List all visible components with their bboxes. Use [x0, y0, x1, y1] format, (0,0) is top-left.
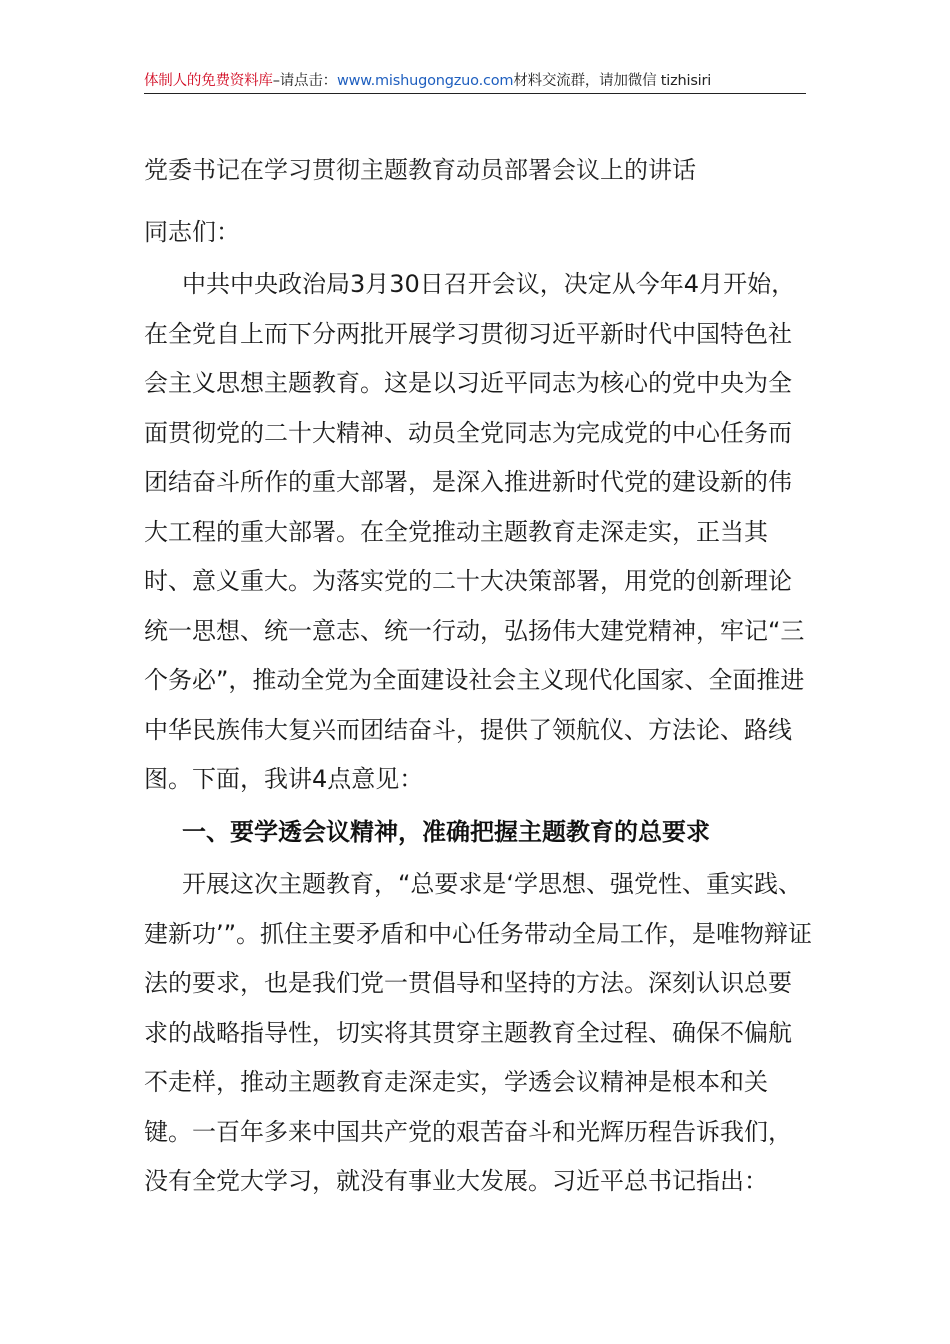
header-prompt: –请点击：	[272, 73, 337, 89]
paragraph-intro: 中共中央政治局3月30日召开会议，决定从今年4月开始，在全党自上而下分两批开展学习贯彻习近平新时代中国特色社会主义思想主题教育。这是以习近平同志为核心的党中央为全面贯彻党的二十大精神、动员全党同志为完成党的中心任务而团结奋斗所作的重大部署，是深入推进新时代党的建设新的伟大工程的重大部署。在全党推动主题教育走深走实，正当其时、意义重大。为落实党的二十大决策部署，用党的创新理论统一思想、统一意志、统一行动，弘扬伟大建党精神，牢记“三个务必”，推动全党为全面建设社会主义现代化国家、全面推进中华民族伟大复兴而团结奋斗，提供了领航仪、方法论、路线图。下面，我讲4点意见：	[144, 270, 805, 793]
header-note: 材料交流群，请加微信 tizhisiri	[513, 73, 712, 89]
header-divider	[144, 93, 806, 94]
section-heading-1: 一、要学透会议精神，准确把握主题教育的总要求	[182, 818, 710, 846]
paragraph-section-1: 开展这次主题教育，“总要求是‘学思想、强党性、重实践、建新功’”。抓住主要矛盾和中心任务带动全局工作，是唯物辩证法的要求，也是我们党一贯倡导和坚持的方法。深刻认识总要求的战略指导性，切实将其贯穿主题教育全过程、确保不偏航不走样，推动主题教育走深走实，学透会议精神是根本和关键。一百年多来中国共产党的艰苦奋斗和光辉历程告诉我们，没有全党大学习，就没有事业大发展。习近平总书记指出：	[144, 870, 813, 1195]
document-title: 党委书记在学习贯彻主题教育动员部署会议上的讲话	[144, 156, 696, 184]
greeting: 同志们：	[144, 218, 240, 246]
header-url-link[interactable]: www.mishugongzuo.com	[336, 73, 514, 89]
header-brand: 体制人的免费资料库	[144, 73, 273, 89]
page-header	[144, 70, 806, 94]
